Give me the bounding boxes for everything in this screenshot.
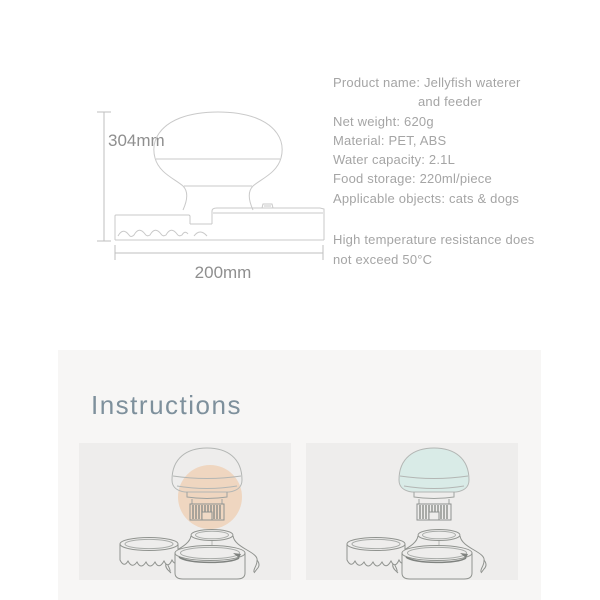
spec-net-weight: Net weight: 620g	[333, 113, 434, 129]
dome-path	[154, 112, 282, 210]
spec-water-capacity: Water capacity: 2.1L	[333, 152, 456, 168]
spec-applicable-objects: Applicable objects: cats & dogs	[333, 190, 520, 206]
spec-material: Material: PET, ABS	[333, 132, 447, 148]
temperature-note	[333, 230, 535, 269]
instructions-section	[58, 350, 541, 600]
temperature-note-line2: not exceed 50°C	[333, 251, 433, 267]
product-dimension-diagram	[90, 90, 340, 290]
instruction-card-2	[306, 443, 518, 580]
width-dimension-label: 200mm	[194, 263, 252, 282]
height-dimension-label: 304mm	[108, 131, 165, 150]
spec-product-name-cont: and feeder	[418, 94, 483, 110]
instruction-cards	[79, 443, 518, 580]
instruction-card-1	[79, 443, 291, 580]
instructions-title: Instructions	[91, 390, 242, 420]
dome-filled-water-illustration	[306, 443, 518, 580]
temperature-note-line1: High temperature resistance does	[333, 232, 535, 247]
width-dimension-line	[115, 245, 323, 260]
spec-food-storage: Food storage: 220ml/piece	[333, 171, 492, 187]
product-specs	[333, 73, 521, 208]
dome-lifted-highlight-illustration	[79, 443, 291, 580]
spec-product-name: Product name: Jellyfish waterer	[333, 75, 521, 90]
